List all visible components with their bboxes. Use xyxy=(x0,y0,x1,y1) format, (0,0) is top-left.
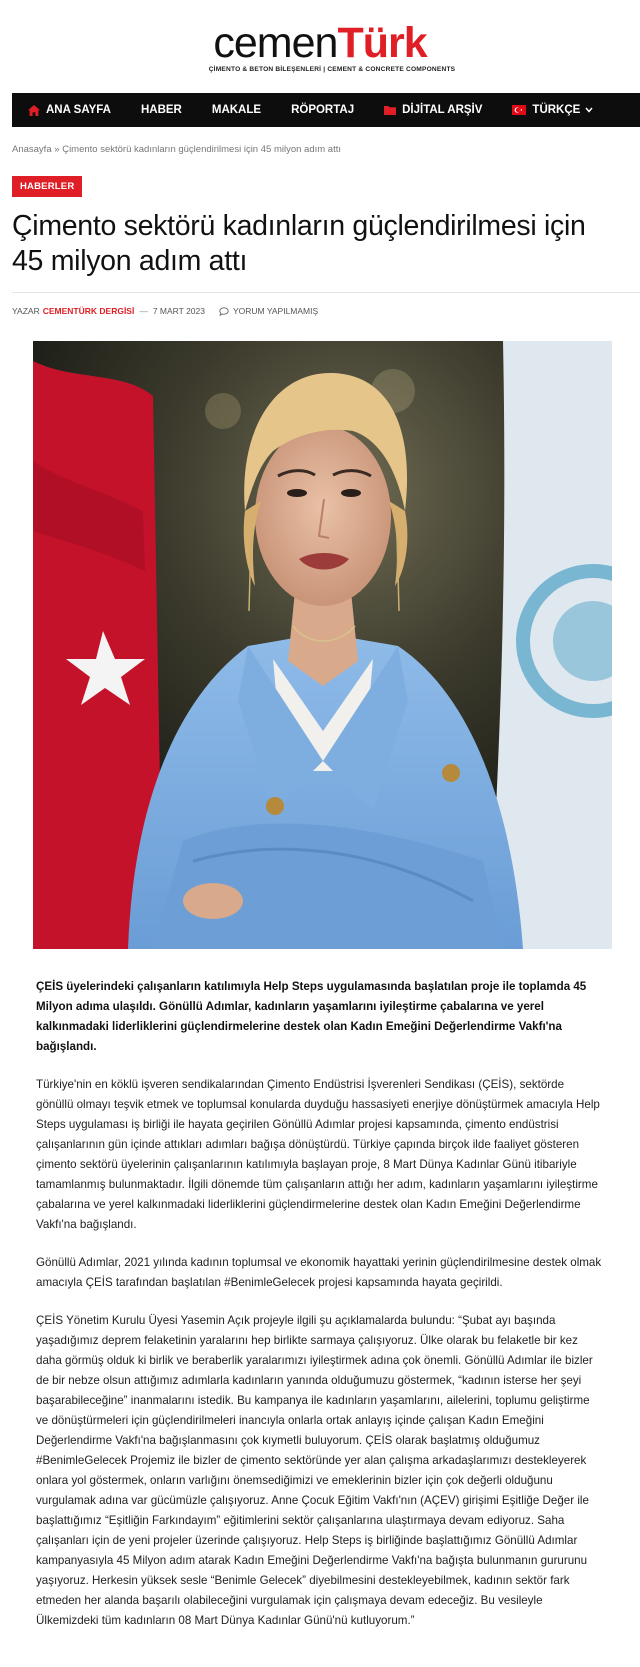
turkey-flag-icon xyxy=(512,105,526,115)
breadcrumb-current: Çimento sektörü kadınların güçlendirilmesi için 45 milyon adım attı xyxy=(62,144,341,155)
article-title-line-1: Çimento sektörü kadınların güçlendirilmesi için xyxy=(12,210,586,242)
article-title-line-2: 45 milyon adım attı xyxy=(12,244,248,277)
nav-item-roportaj[interactable] xyxy=(276,93,369,127)
nav-item-label: RÖPORTAJ xyxy=(291,104,355,116)
meta-author-link[interactable]: CEMENTÜRK DERGİSİ xyxy=(42,306,135,316)
nav-item-label: HABER xyxy=(140,104,182,116)
breadcrumb xyxy=(12,144,341,155)
meta-comments-label: YORUM YAPILMAMIŞ xyxy=(232,306,319,316)
breadcrumb-separator: » xyxy=(54,144,60,155)
breadcrumb-home-link[interactable]: Anasayfa xyxy=(12,144,52,155)
title-divider xyxy=(12,292,640,293)
nav-item-dijital-arsiv[interactable] xyxy=(369,93,497,127)
site-logo[interactable] xyxy=(0,19,640,73)
nav-item-makale[interactable] xyxy=(197,93,276,127)
main-navigation xyxy=(12,93,640,127)
nav-item-ana-sayfa[interactable] xyxy=(12,93,126,127)
nav-item-language-selector[interactable] xyxy=(497,93,608,127)
nav-item-haber[interactable] xyxy=(126,93,197,127)
article-title xyxy=(12,209,640,279)
meta-by-label: YAZAR xyxy=(12,306,40,316)
article-meta xyxy=(12,306,318,316)
logo-text-cemen: cemen xyxy=(213,19,338,67)
folder-icon xyxy=(384,105,396,115)
article-content xyxy=(36,977,602,1649)
meta-comments-link[interactable] xyxy=(219,306,318,316)
article-paragraph: Gönüllü Adımlar, 2021 yılında kadının toplumsal ve ekonomik hayattaki yerinin güçlendirilmesine destek olmak amacıyla ÇEİS tarafından başlatılan #BenimleGelecek projesi kapsamında hayata geçirildi. xyxy=(36,1256,602,1289)
featured-image xyxy=(33,341,612,949)
logo-tagline: ÇİMENTO & BETON BİLEŞENLERİ | CEMENT & CONCRETE COMPONENTS xyxy=(208,66,456,73)
nav-item-label: DİJİTAL ARŞİV xyxy=(402,104,483,116)
article-lead: ÇEİS üyelerindeki çalışanların katılımıyla Help Steps uygulamasında başlatılan proje ile toplamda 45 Milyon adıma ulaşıldı. Gönüllü Adımlar, kadınların yaşamlarını iyileştirme çabalarına ve yerel kalkınmadaki liderliklerini güçlendirmelerine destek olan Kadın Emeğini Değerlendirme Vakfı'na bağışlandı. xyxy=(36,980,587,1053)
category-badge[interactable]: HABERLER xyxy=(12,176,82,197)
comment-icon xyxy=(219,307,229,316)
article-paragraph: ÇEİS Yönetim Kurulu Üyesi Yasemin Açık projeyle ilgili şu açıklamalarda bulundu: “Şubat ayı başında yaşadığımız deprem felaketinin yaralarını hep birlikte sarmaya çalışıyoruz. Ülke olarak bu felaketle bir kez daha görmüş olduk ki birlik ve beraberlik yaralarımızı iyileştirmek adına çok önemli. Gönüllü Adımlar ile bizler de bir nebze olsun attığımız adımlarla kadınların yanında olduğumuzu göstermek, “kadının isterse her şeyi başarabileceğine” inanmalarını istedik. Bu kampanya ile kadınların yaşamlarını, ailelerini, toplumu geliştirme ve dönüştürmeleri için güçlendirilmeleri inancıyla onlarla ortak anlayış içinde çalışan Kadın Emeğini Değerlendirme Vakfı'na bağışlanmasını çok kıymetli buluyorum. ÇEİS olarak başlatmış olduğumuz #BenimleGelecek Projemiz ile bizler de çimento sektöründe yer alan çalışma arkadaşlarımızı destekleyerek onlara yol göstermek, onların varlığını önemsediğimizi ve emeklerinin bizler için çok değerli olduğunu vurgulamak adına var gücümüzle çalışıyoruz. Anne Çocuk Eğitim Vakfı'nın (AÇEV) girişimi Eşitliğe Değer ile başlattığımız “Eşitliğin Farkındayım” eğitimlerini sektör çalışanlarına ulaştırmaya devam ediyoruz. Saha çalışanları için de yeni projeler üzerinde çalışıyoruz. Help Steps iş birliğinde başlattığımız Gönüllü Adımlar kampanyasıyla 45 Milyon adım atarak Kadın Emeğini Değerlendirme Vakfı'na bağışta bulunmanın gururunu yaşıyoruz. Herkesin yüksek sesle “Benimle Gelecek” diyebilmesini destekleyebilmek, kadının sektör fark etmeden her alanda başarılı olabileceğini vurgulamak için çalışmaya devam edeceğiz. Bu vesileyle Ülkemizdeki tüm kadınların 08 Mart Dünya Kadınlar Günü'nü kutluyorum.” xyxy=(36,1314,593,1627)
logo-text-turk: Türk xyxy=(337,19,427,67)
meta-separator: — xyxy=(139,306,148,316)
meta-date: 7 MART 2023 xyxy=(152,306,205,316)
chevron-down-icon xyxy=(585,107,593,113)
nav-item-label: MAKALE xyxy=(211,104,262,116)
nav-item-label: ANA SAYFA xyxy=(46,104,111,116)
article-paragraph: Türkiye'nin en köklü işveren sendikalarından Çimento Endüstrisi İşverenleri Sendikası (ÇEİS), sektörde gönüllü olmayı teşvik etmek ve toplumsal konularda duyduğu hassasiyeti enerjiye dönüştürmek amacıyla Help Steps uygulaması iş birliği ile hayata geçirilen Gönüllü Adımlar projesi kapsamında, çimento endüstrisi çalışanlarının gün içinde attıkları adımları bağışa dönüştürdü. Türkiye çapında birçok ilde faaliyet gösteren çimento sektörü üyelerinin çalışanlarının katılımıyla başlayan proje, 8 Mart Dünya Kadınlar Günü itibariyle tamamlanmış bulunmaktadır. İlgili dönemde tüm çalışanların attığı her adım, kadınların yaşamlarını iyileştirme çabalarına ve yerel kalkınmadaki liderliklerini güçlendirmelerine destek olan Kadın Emeğini Değerlendirme Vakfı'na bağışlandı. xyxy=(36,1078,600,1231)
nav-item-label: TÜRKÇE xyxy=(532,104,581,116)
home-icon xyxy=(28,105,40,116)
